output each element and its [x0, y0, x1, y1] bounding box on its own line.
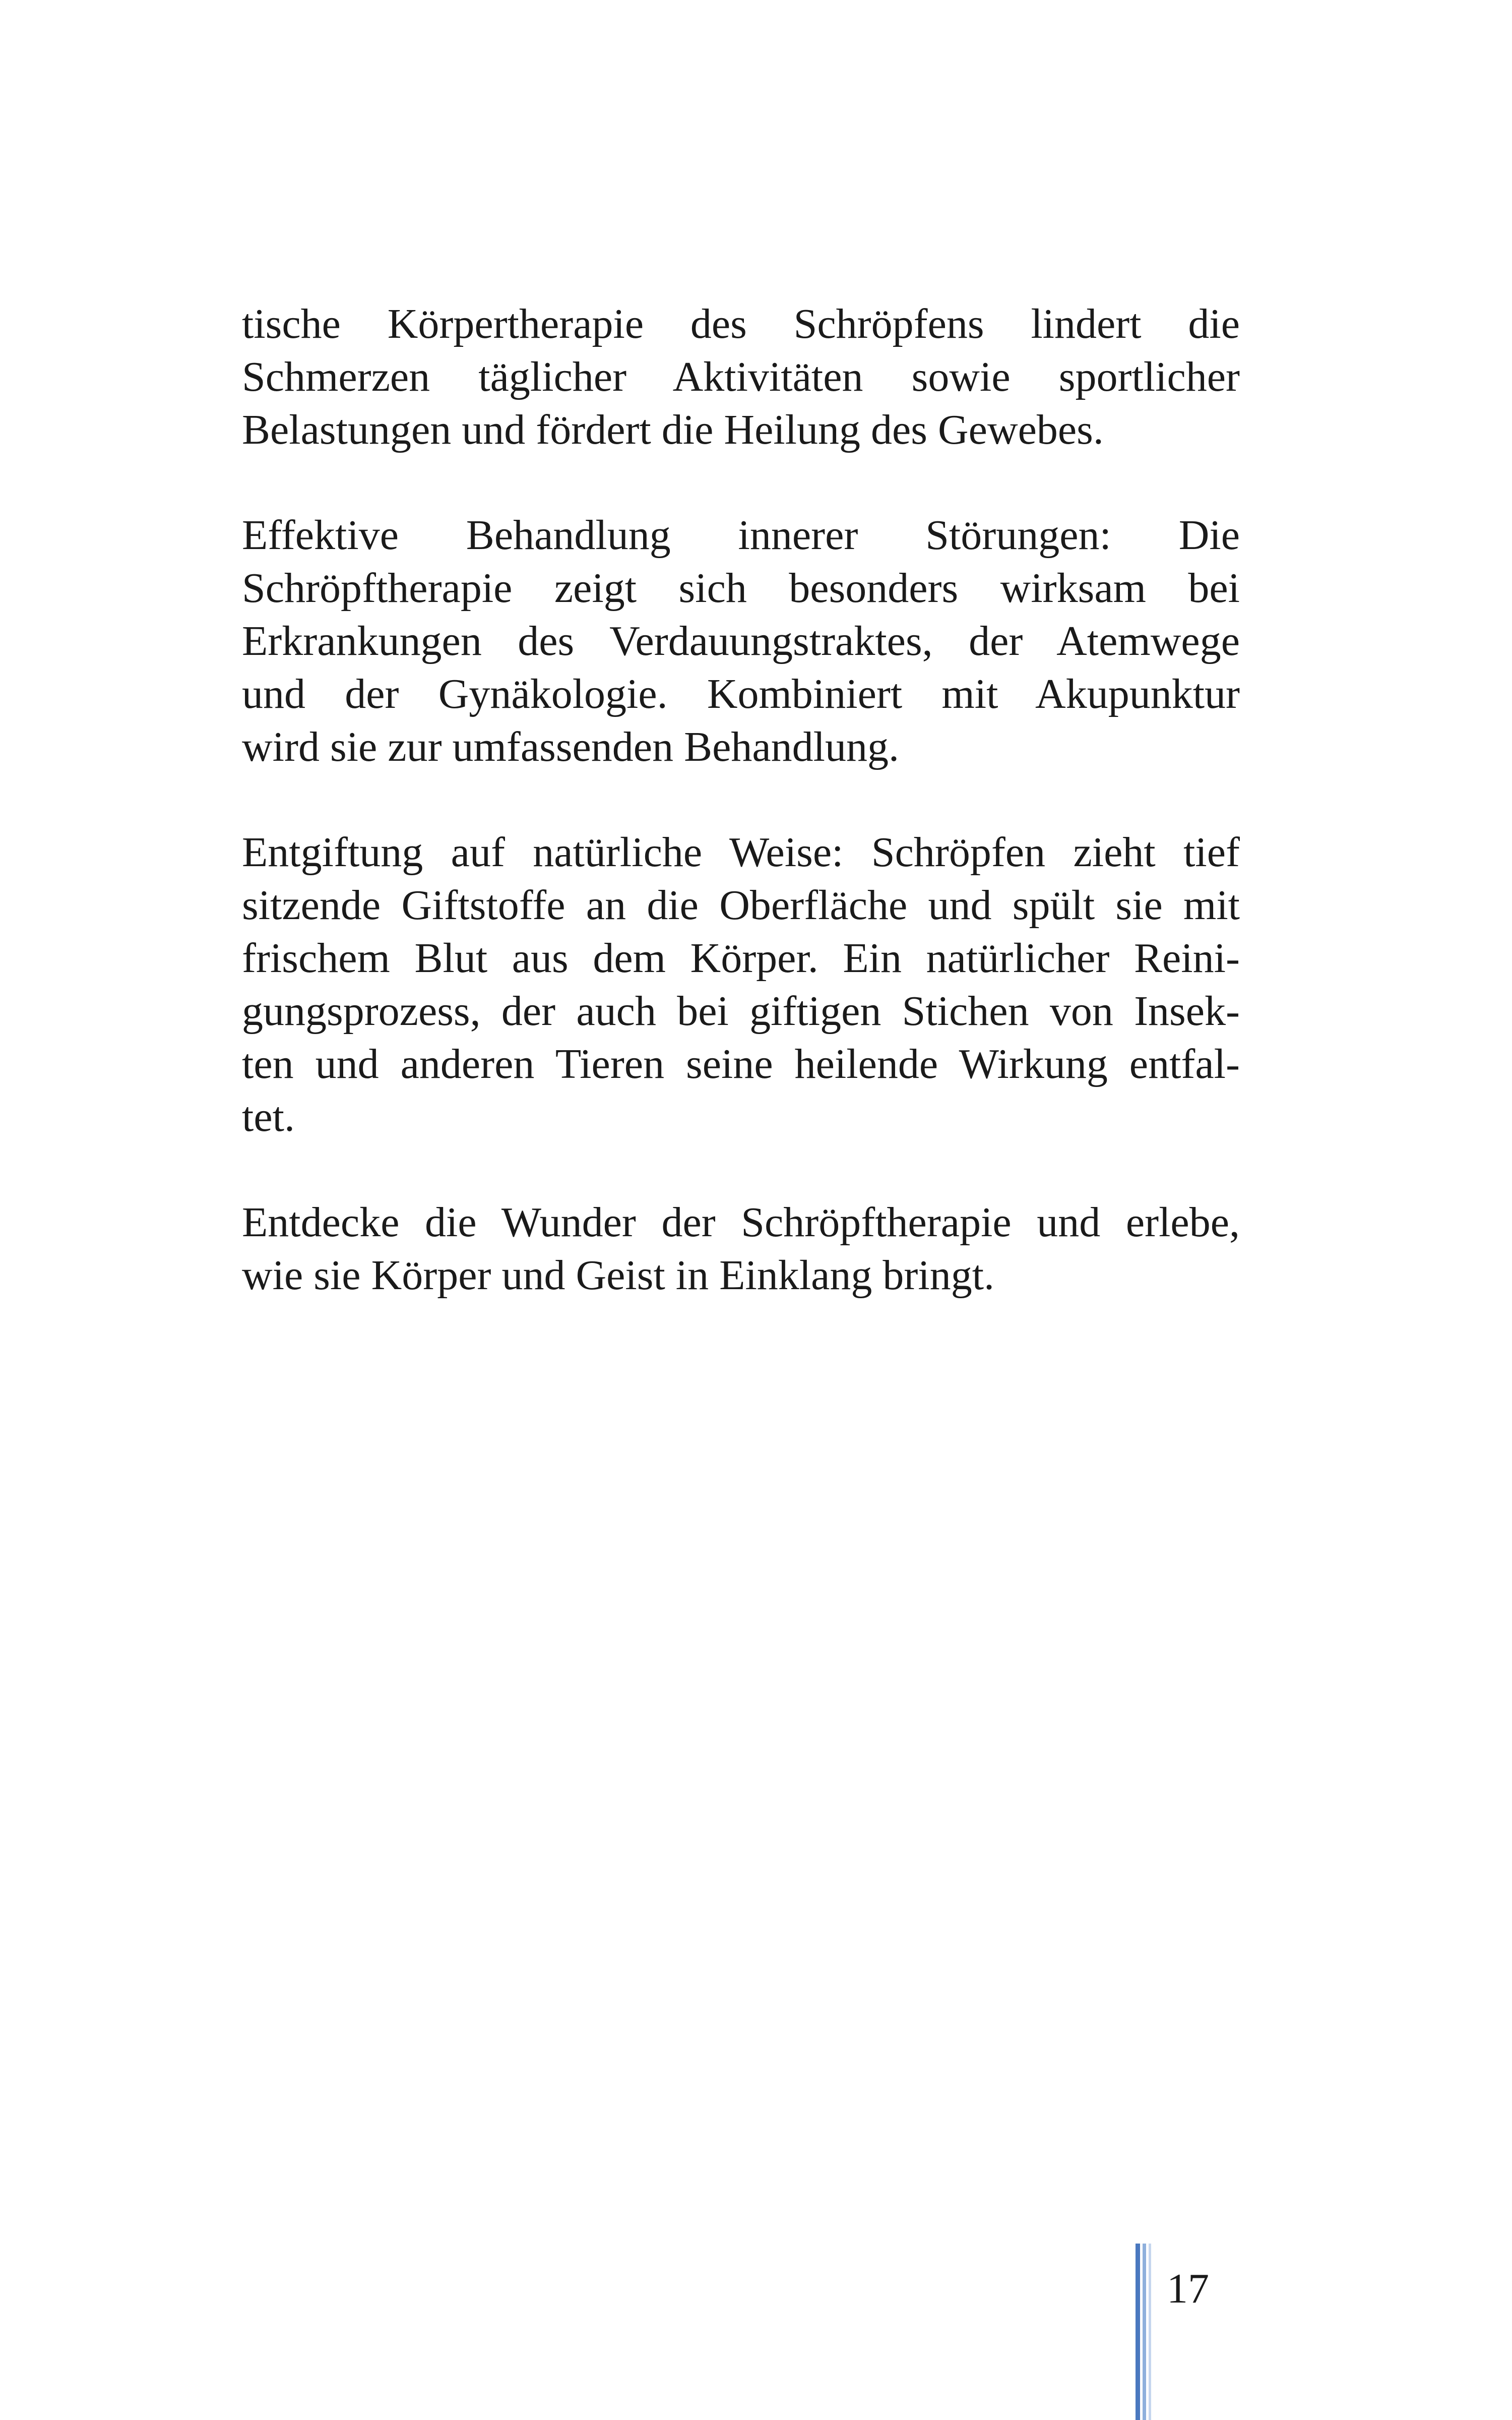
text-line: tet.	[242, 1094, 295, 1140]
text-line: frischem Blut aus dem Körper. Ein natürlicher Reini-	[242, 935, 1240, 982]
text-line: wird sie zur umfassenden Behandlung.	[242, 723, 900, 770]
text-line: Entdecke die Wunder der Schröpftherapie und erlebe,	[242, 1199, 1240, 1246]
text-line: sitzende Giftstoffe an die Oberfläche und spült sie mit	[242, 882, 1240, 929]
decorative-rule-dark	[1136, 2244, 1140, 2420]
text-line: Erkrankungen des Verdauungstraktes, der Atemwege	[242, 618, 1240, 664]
text-line: wie sie Körper und Geist in Einklang bringt.	[242, 1252, 995, 1299]
decorative-rule-light	[1149, 2244, 1151, 2420]
text-line: ten und anderen Tieren seine heilende Wirkung entfal-	[242, 1041, 1240, 1087]
text-line: gungsprozess, der auch bei giftigen Stichen von Insek-	[242, 988, 1240, 1035]
text-line: Belastungen und fördert die Heilung des Gewebes.	[242, 406, 1104, 453]
decorative-rule-mid	[1143, 2244, 1146, 2420]
page-body	[242, 297, 1240, 1354]
paragraph-3	[242, 826, 1240, 1143]
text-line: Schmerzen täglicher Aktivitäten sowie sportlicher	[242, 353, 1240, 400]
paragraph-2	[242, 509, 1240, 773]
page-number: 17	[1167, 2265, 1209, 2312]
text-line: und der Gynäkologie. Kombiniert mit Akupunktur	[242, 671, 1240, 717]
text-line: Entgiftung auf natürliche Weise: Schröpfen zieht tief	[242, 829, 1240, 876]
paragraph-1	[242, 297, 1240, 456]
text-line: Effektive Behandlung innerer Störungen: Die	[242, 512, 1240, 559]
text-line: Schröpftherapie zeigt sich besonders wirksam bei	[242, 565, 1240, 612]
paragraph-4	[242, 1196, 1240, 1302]
page-footer	[1136, 2244, 1262, 2420]
text-line: tische Körpertherapie des Schröpfens lindert die	[242, 300, 1240, 347]
